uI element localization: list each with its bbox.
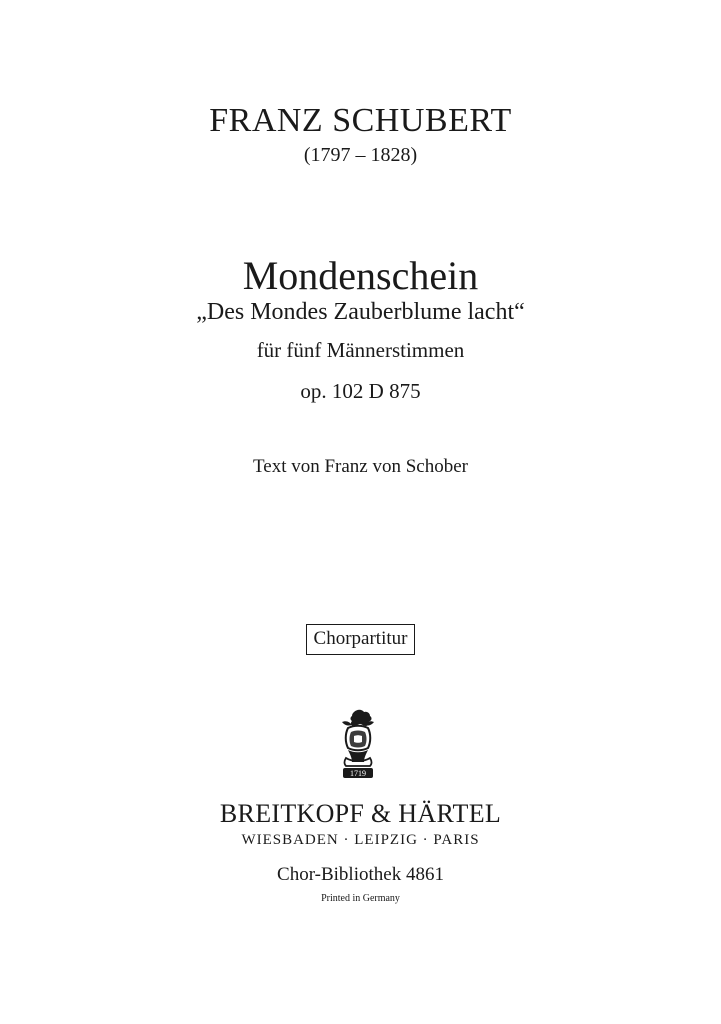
logo-year: 1719 xyxy=(350,769,366,778)
work-subtitle: „Des Mondes Zauberblume lacht“ xyxy=(196,299,525,325)
work-scoring: für fünf Männerstimmen xyxy=(256,338,465,362)
composer-dates: (1797 – 1828) xyxy=(303,144,418,166)
work-opus: op. 102 D 875 xyxy=(300,379,421,403)
composer-name: FRANZ SCHUBERT xyxy=(209,102,512,139)
work-title: Mondenschein xyxy=(242,253,479,298)
score-type-wrap xyxy=(0,624,721,655)
score-type-box: Chorpartitur xyxy=(306,624,416,655)
text-author: Text von Franz von Schober xyxy=(252,456,468,477)
publisher-cities: WIESBADEN · LEIPZIG · PARIS xyxy=(241,832,480,848)
breitkopf-haertel-bear-logo-icon xyxy=(334,708,382,782)
printed-note: Printed in Germany xyxy=(321,893,400,904)
publisher-name: BREITKOPF & HÄRTEL xyxy=(219,799,502,828)
series-number: Chor-Bibliothek 4861 xyxy=(277,864,444,885)
